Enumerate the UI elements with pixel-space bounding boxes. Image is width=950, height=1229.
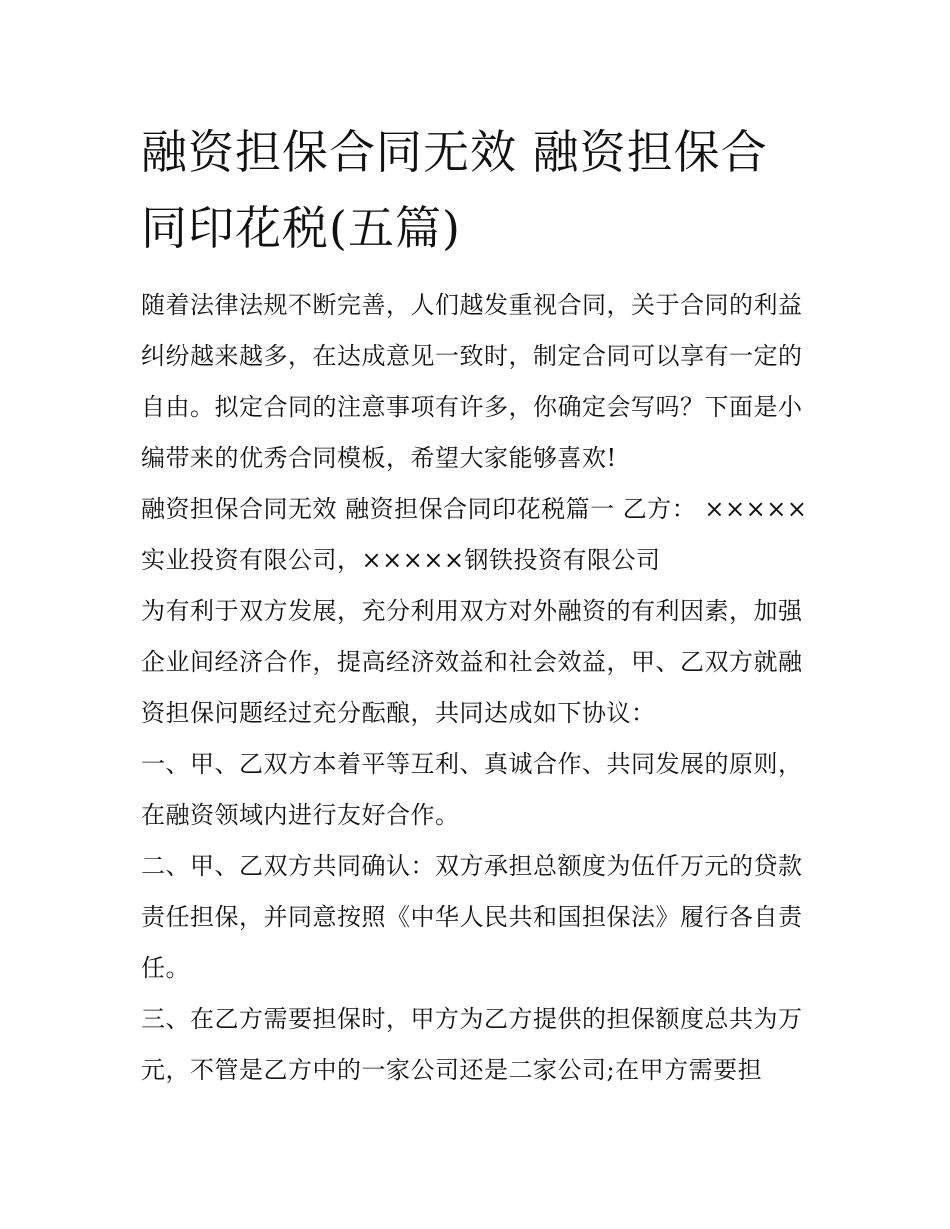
document-body	[141, 114, 813, 1096]
clause-one-paragraph: 一、甲、乙双方本着平等互利、真诚合作、共同发展的原则，在融资领域内进行友好合作。	[141, 750, 803, 829]
clause-two-paragraph: 二、甲、乙双方共同确认：双方承担总额度为伍仟万元的贷款责任担保，并同意按照《中华人民共和国担保法》履行各自责任。	[141, 852, 803, 982]
preamble-paragraph: 为有利于双方发展，充分利用双方对外融资的有利因素，加强企业间经济合作，提高经济效益和社会效益，甲、乙双方就融资担保问题经过充分酝酿，共同达成如下协议：	[141, 597, 803, 727]
clause-three-paragraph: 三、在乙方需要担保时，甲方为乙方提供的担保额度总共为万元，不管是乙方中的一家公司还是二家公司;在甲方需要担	[141, 1005, 803, 1084]
intro-paragraph: 随着法律法规不断完善，人们越发重视合同，关于合同的利益纠纷越来越多，在达成意见一致时，制定合同可以享有一定的自由。拟定合同的注意事项有许多，你确定会写吗？下面是小编带来的优秀合同模板，希望大家能够喜欢!	[141, 291, 803, 472]
document-title: 融资担保合同无效 融资担保合同印花税(五篇)	[141, 125, 768, 255]
contract-heading-paragraph: 融资担保合同无效 融资担保合同印花税篇一 乙方： ×××××实业投资有限公司，×××××钢铁投资有限公司	[141, 495, 808, 574]
